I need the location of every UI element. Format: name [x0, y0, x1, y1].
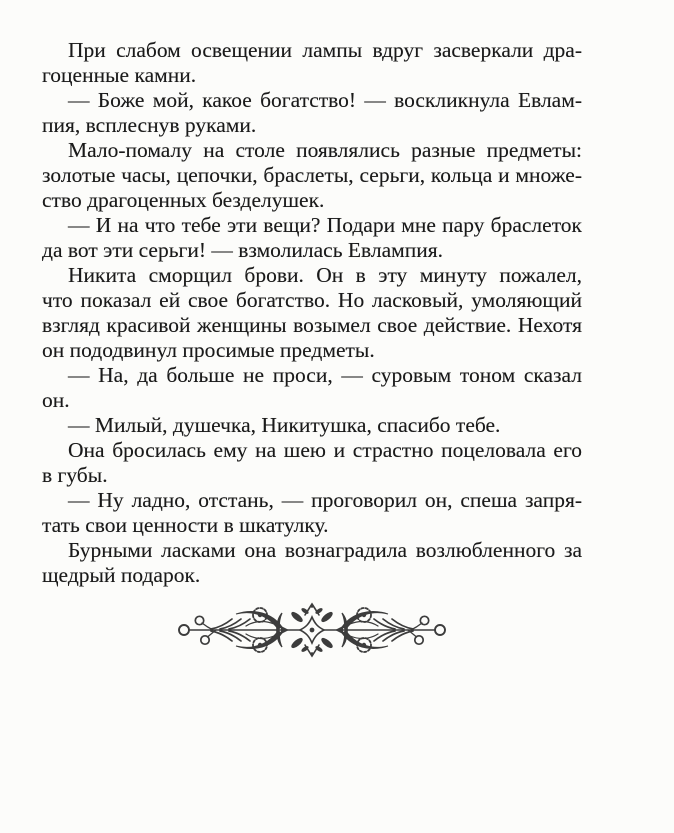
text-line: Никита сморщил брови. Он в эту минуту пожалел,	[68, 263, 582, 287]
text-line: Мало-помалу на столе появлялись разные предметы:	[68, 138, 582, 162]
floral-divider-ornament	[174, 602, 450, 658]
text-line: взгляд красивой женщины возымел свое действие. Нехотя	[42, 313, 582, 337]
text-line: он пододвинул просимые предметы.	[42, 338, 375, 362]
text-line: щедрый подарок.	[42, 563, 201, 587]
text-line: ство драгоценных безделушек.	[42, 188, 325, 212]
text-line: Она бросилась ему на шею и страстно поцеловала его	[68, 438, 582, 462]
text-line: — Ну ладно, отстань, — проговорил он, спеша запря-	[68, 488, 582, 512]
text-line: — Милый, душечка, Никитушка, спасибо тебе.	[68, 413, 501, 437]
text-line: пия, всплеснув руками.	[42, 113, 257, 137]
text-line: гоценные камни.	[42, 63, 197, 87]
text-line: — И на что тебе эти вещи? Подари мне пару браслеток	[68, 213, 582, 237]
text-line: Бурными ласками она вознаградила возлюбленного за	[68, 538, 582, 562]
text-block	[42, 38, 582, 588]
text-line: в губы.	[42, 463, 108, 487]
text-line: — Боже мой, какое богатство! — воскликнула Евлам-	[68, 88, 582, 112]
text-line: да вот эти серьги! — взмолилась Евлампия.	[42, 238, 444, 262]
text-line: золотые часы, цепочки, браслеты, серьги, кольца и множе-	[42, 163, 582, 187]
text-line: тать свои ценности в шкатулку.	[42, 513, 329, 537]
text-line: — На, да больше не проси, — суровым тоном сказал он.	[42, 363, 582, 412]
text-line: При слабом освещении лампы вдруг засверкали дра-	[68, 38, 582, 62]
ornament-row	[42, 602, 582, 658]
text-line: что показал ей свое богатство. Но ласковый, умоляющий	[42, 288, 582, 312]
